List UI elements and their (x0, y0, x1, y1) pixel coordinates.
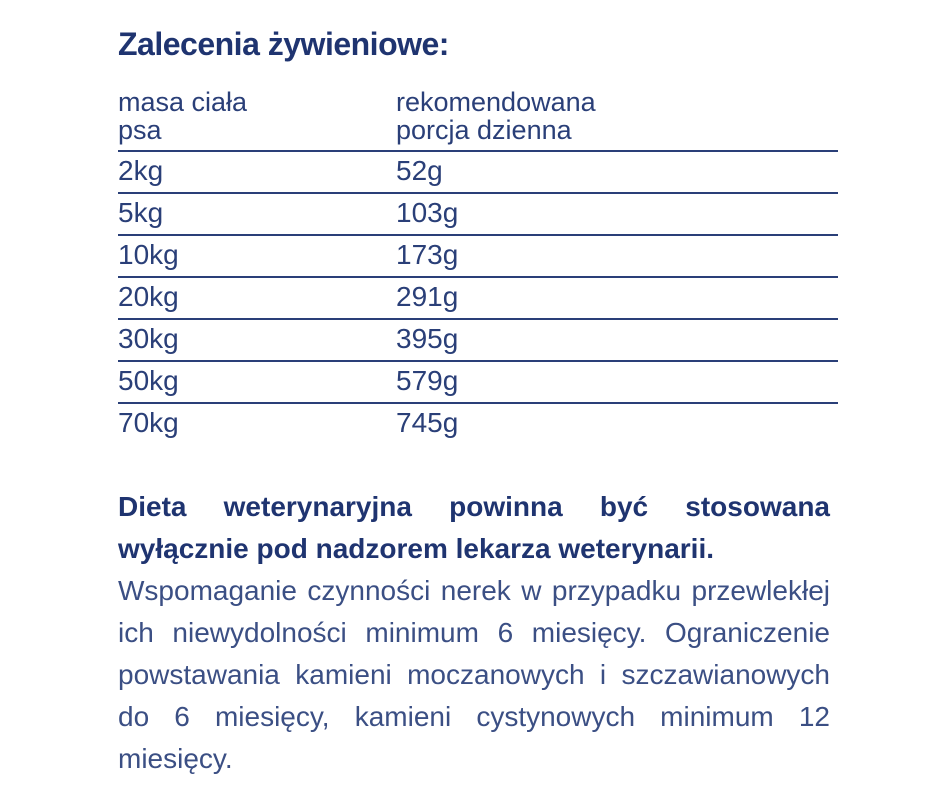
notes-section (118, 486, 830, 780)
table-row (118, 234, 838, 276)
table-row (118, 318, 838, 360)
cell-weight: 5kg (118, 197, 164, 228)
cell-weight: 2kg (118, 155, 164, 186)
table-row (118, 360, 838, 402)
cell-weight: 50kg (118, 365, 179, 396)
feeding-table (118, 88, 838, 444)
table-row (118, 276, 838, 318)
cell-portion: 52g (396, 155, 443, 186)
table-row (118, 150, 838, 192)
table-row (118, 402, 838, 444)
header-portion-line1: rekomendowana (396, 87, 596, 117)
cell-weight: 30kg (118, 323, 179, 354)
cell-weight: 10kg (118, 239, 179, 270)
table-header (118, 88, 838, 150)
header-weight-line1: masa ciała (118, 87, 248, 117)
cell-weight: 20kg (118, 281, 179, 312)
veterinary-warning: Dieta weterynaryjna powinna być stosowana wyłącznie pod nadzorem lekarza weterynarii. (118, 491, 830, 564)
header-portion (396, 88, 838, 150)
table-row (118, 192, 838, 234)
header-weight-line2: psa (118, 115, 162, 145)
cell-portion: 173g (396, 239, 459, 270)
cell-portion: 291g (396, 281, 459, 312)
page-title: Zalecenia żywieniowe: (118, 26, 449, 62)
cell-portion: 745g (396, 407, 459, 438)
cell-portion: 579g (396, 365, 459, 396)
cell-portion: 395g (396, 323, 459, 354)
cell-weight: 70kg (118, 407, 179, 438)
header-weight (118, 88, 396, 150)
usage-description: Wspomaganie czynności nerek w przypadku przewlekłej ich niewydolności minimum 6 miesięcy. Ograniczenie powstawania kamieni moczanowych i szczawianowych do 6 miesięcy, kamieni cystynowych minimum 12 miesięcy. (118, 575, 830, 774)
cell-portion: 103g (396, 197, 459, 228)
header-portion-line2: porcja dzienna (396, 115, 572, 145)
